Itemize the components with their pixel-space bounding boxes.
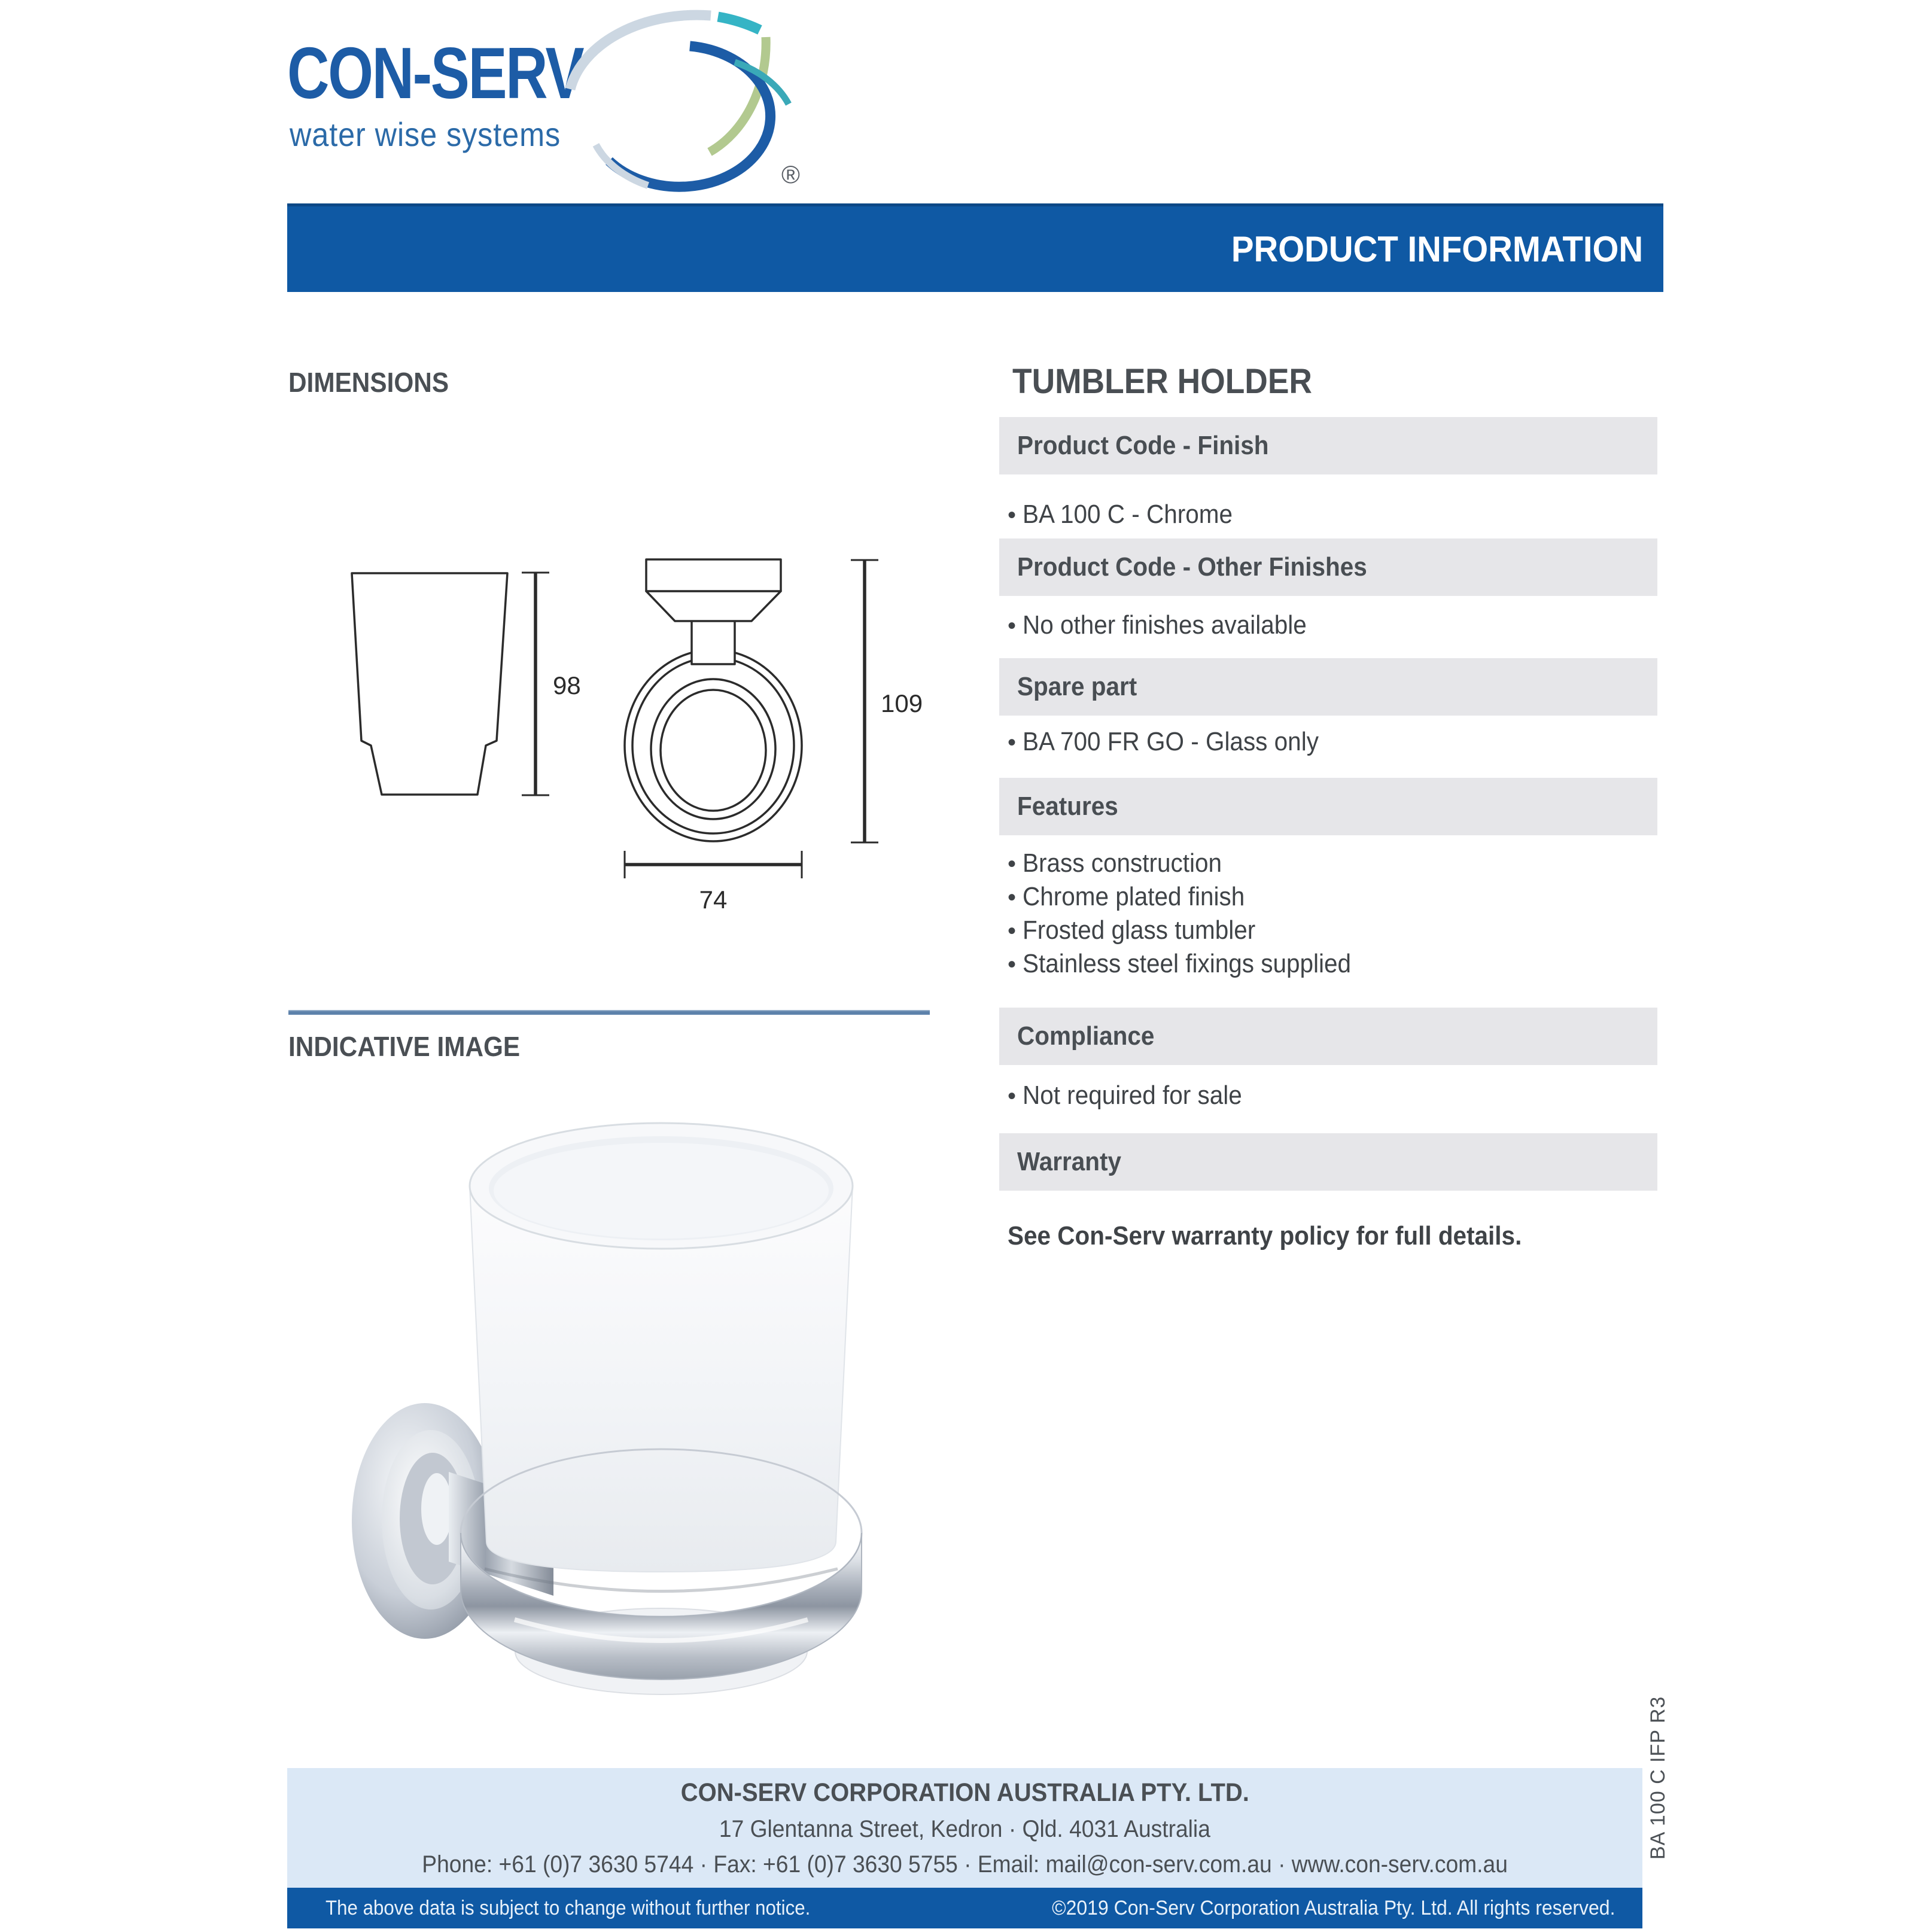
section-heading-product-code-other-finishes: Product Code - Other Finishes — [999, 538, 1657, 596]
holder-front-view — [625, 559, 802, 841]
footer-company: CON-SERV CORPORATION AUSTRALIA PTY. LTD. — [680, 1778, 1249, 1807]
dim-109-label: 109 — [881, 689, 923, 717]
water-swoosh-icon — [537, 8, 801, 194]
document-code: BA 100 C IFP R3 — [1647, 1696, 1669, 1860]
indicative-image-heading: INDICATIVE IMAGE — [288, 1031, 521, 1062]
logo-tagline: water wise systems — [290, 115, 561, 153]
bullet-item: • BA 700 FR GO - Glass only — [1008, 725, 1344, 759]
page-title-bar — [287, 203, 1663, 292]
footer-contact[interactable]: Phone: +61 (0)7 3630 5744 · Fax: +61 (0)7 3630 5755 · Email: mail@con-serv.com.au · www.con-serv.com.au — [422, 1851, 1508, 1878]
section-heading-product-code-finish: Product Code - Finish — [999, 417, 1657, 474]
tumbler-side-view — [352, 573, 507, 795]
registered-mark: ® — [781, 160, 800, 188]
dim-74-label: 74 — [699, 886, 728, 914]
footer-address: 17 Glentanna Street, Kedron · Qld. 4031 Australia — [719, 1815, 1210, 1842]
dim-74-line — [625, 851, 802, 878]
footer-block — [287, 1768, 1642, 1888]
section-heading-warranty: Warranty — [999, 1133, 1657, 1191]
bullet-item: • No other finishes available — [1008, 608, 1331, 642]
copyright: ©2019 Con-Serv Corporation Australia Pty. Ltd. All rights reserved. — [1051, 1896, 1615, 1919]
dim-98-label: 98 — [553, 671, 581, 699]
product-photo — [335, 1114, 886, 1712]
logo-brand-text: CON-SERV — [287, 32, 583, 114]
conserv-logo — [286, 8, 801, 188]
bottom-notice-bar — [287, 1888, 1642, 1928]
warranty-note: See Con-Serv warranty policy for full details. — [1008, 1221, 1522, 1251]
product-title: TUMBLER HOLDER — [1012, 362, 1312, 401]
section-heading-spare-part: Spare part — [999, 658, 1657, 716]
bullet-item: • BA 100 C - Chrome — [1008, 498, 1251, 531]
bullet-item: • Chrome plated finish — [1008, 880, 1264, 914]
section-heading-features: Features — [999, 778, 1657, 835]
section-divider — [288, 1010, 930, 1015]
bullet-item: • Brass construction — [1008, 847, 1239, 880]
bullet-item: • Not required for sale — [1008, 1079, 1261, 1112]
section-heading-compliance: Compliance — [999, 1008, 1657, 1065]
dimensions-heading: DIMENSIONS — [288, 367, 449, 398]
page-title: PRODUCT INFORMATION — [1231, 229, 1643, 269]
product-details-column — [999, 359, 1657, 1388]
dimension-drawing — [287, 538, 945, 927]
dim-98-line — [522, 573, 549, 795]
change-notice: The above data is subject to change without further notice. — [325, 1896, 811, 1919]
dim-109-line — [851, 560, 878, 842]
bullet-item: • Stainless steel fixings supplied — [1008, 947, 1380, 981]
bullet-item: • Frosted glass tumbler — [1008, 914, 1276, 947]
